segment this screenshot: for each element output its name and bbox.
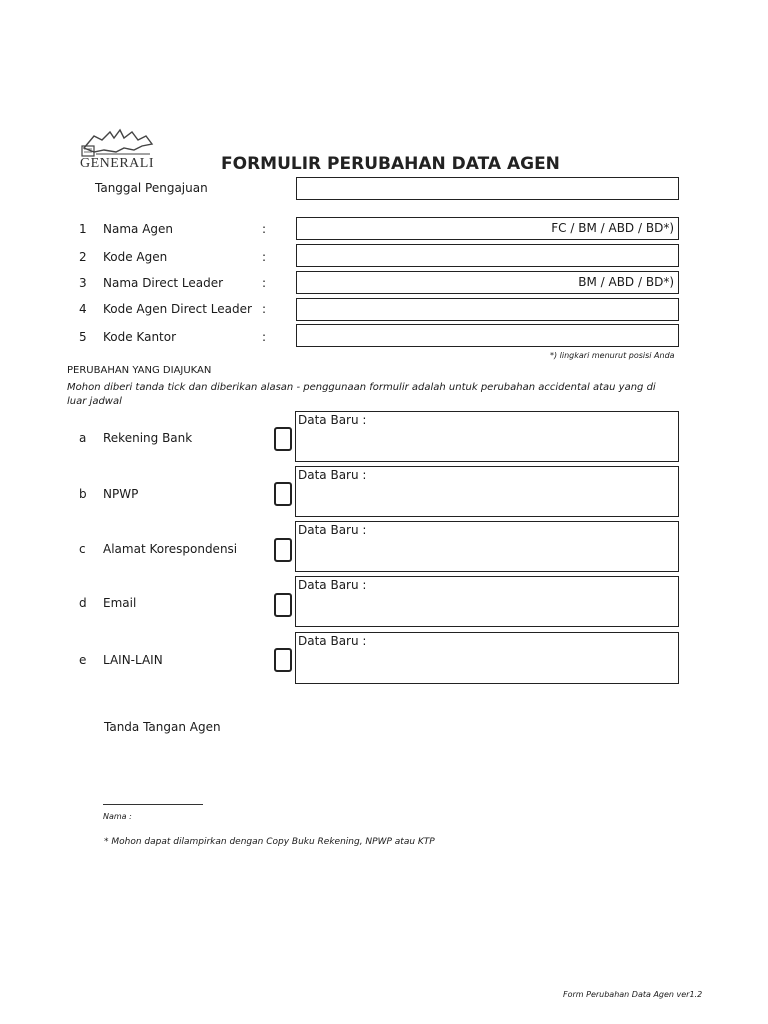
field-separator: : xyxy=(262,250,267,264)
npwp-checkbox[interactable] xyxy=(274,482,292,506)
item-letter: a xyxy=(79,431,87,445)
winged-lion-logo-icon xyxy=(80,126,162,158)
direct-leader-code-label: Kode Agen Direct Leader xyxy=(103,302,252,316)
company-logo xyxy=(80,126,162,172)
agent-code-field[interactable] xyxy=(296,244,679,267)
item-letter: b xyxy=(79,487,87,501)
email-new-data-box[interactable] xyxy=(295,576,679,627)
correspondence-address-new-data-box[interactable] xyxy=(295,521,679,572)
agent-code-label: Kode Agen xyxy=(103,250,168,264)
email-checkbox[interactable] xyxy=(274,593,292,617)
field-separator: : xyxy=(262,330,267,344)
direct-leader-name-label: Nama Direct Leader xyxy=(103,276,224,290)
field-separator: : xyxy=(262,276,267,290)
changes-instruction: Mohon diberi tanda tick dan diberikan alasan - penggunaan formulir adalah untuk perubahan accidental atau yang di luar jadwal xyxy=(67,382,656,407)
form-version-footer: Form Perubahan Data Agen ver1.2 xyxy=(563,990,703,999)
field-number: 3 xyxy=(79,276,87,290)
name-label: Nama : xyxy=(103,812,132,821)
attachment-note: * Mohon dapat dilampirkan dengan Copy Buku Rekening, NPWP atau KTP xyxy=(104,837,435,847)
submission-date-field[interactable] xyxy=(296,177,679,200)
new-data-label: Data Baru : xyxy=(298,413,367,427)
others-checkbox[interactable] xyxy=(274,648,292,672)
new-data-label: Data Baru : xyxy=(298,578,367,592)
new-data-label: Data Baru : xyxy=(298,523,367,537)
logo-text: GENERALI xyxy=(80,156,154,171)
direct-leader-code-field[interactable] xyxy=(296,298,679,321)
agent-name-field[interactable] xyxy=(296,217,679,240)
agent-position-options[interactable]: FC / BM / ABD / BD*) xyxy=(551,221,674,235)
submission-date-label: Tanggal Pengajuan xyxy=(95,181,208,195)
field-number: 1 xyxy=(79,222,87,236)
form-title: FORMULIR PERUBAHAN DATA AGEN xyxy=(221,154,560,174)
office-code-field[interactable] xyxy=(296,324,679,347)
bank-account-new-data-box[interactable] xyxy=(295,411,679,462)
field-separator: : xyxy=(262,222,267,236)
signature-line xyxy=(103,804,203,805)
correspondence-address-label: Alamat Korespondensi xyxy=(103,542,238,556)
others-new-data-box[interactable] xyxy=(295,632,679,684)
direct-leader-name-field[interactable] xyxy=(296,271,679,294)
new-data-label: Data Baru : xyxy=(298,468,367,482)
email-label: Email xyxy=(103,596,137,610)
leader-position-options[interactable]: BM / ABD / BD*) xyxy=(578,275,674,289)
position-note: *) lingkari menurut posisi Anda xyxy=(550,351,675,360)
field-number: 4 xyxy=(79,302,87,316)
field-separator: : xyxy=(262,302,267,316)
changes-heading: PERUBAHAN YANG DIAJUKAN xyxy=(67,365,212,376)
npwp-new-data-box[interactable] xyxy=(295,466,679,517)
bank-account-label: Rekening Bank xyxy=(103,431,193,445)
item-letter: e xyxy=(79,653,87,667)
item-letter: c xyxy=(79,542,86,556)
new-data-label: Data Baru : xyxy=(298,634,367,648)
field-number: 2 xyxy=(79,250,87,264)
npwp-label: NPWP xyxy=(103,487,139,501)
field-number: 5 xyxy=(79,330,87,344)
others-label: LAIN-LAIN xyxy=(103,653,163,667)
signature-label: Tanda Tangan Agen xyxy=(104,720,221,734)
item-letter: d xyxy=(79,596,87,610)
agent-name-label: Nama Agen xyxy=(103,222,174,236)
bank-account-checkbox[interactable] xyxy=(274,427,292,451)
office-code-label: Kode Kantor xyxy=(103,330,177,344)
correspondence-address-checkbox[interactable] xyxy=(274,538,292,562)
